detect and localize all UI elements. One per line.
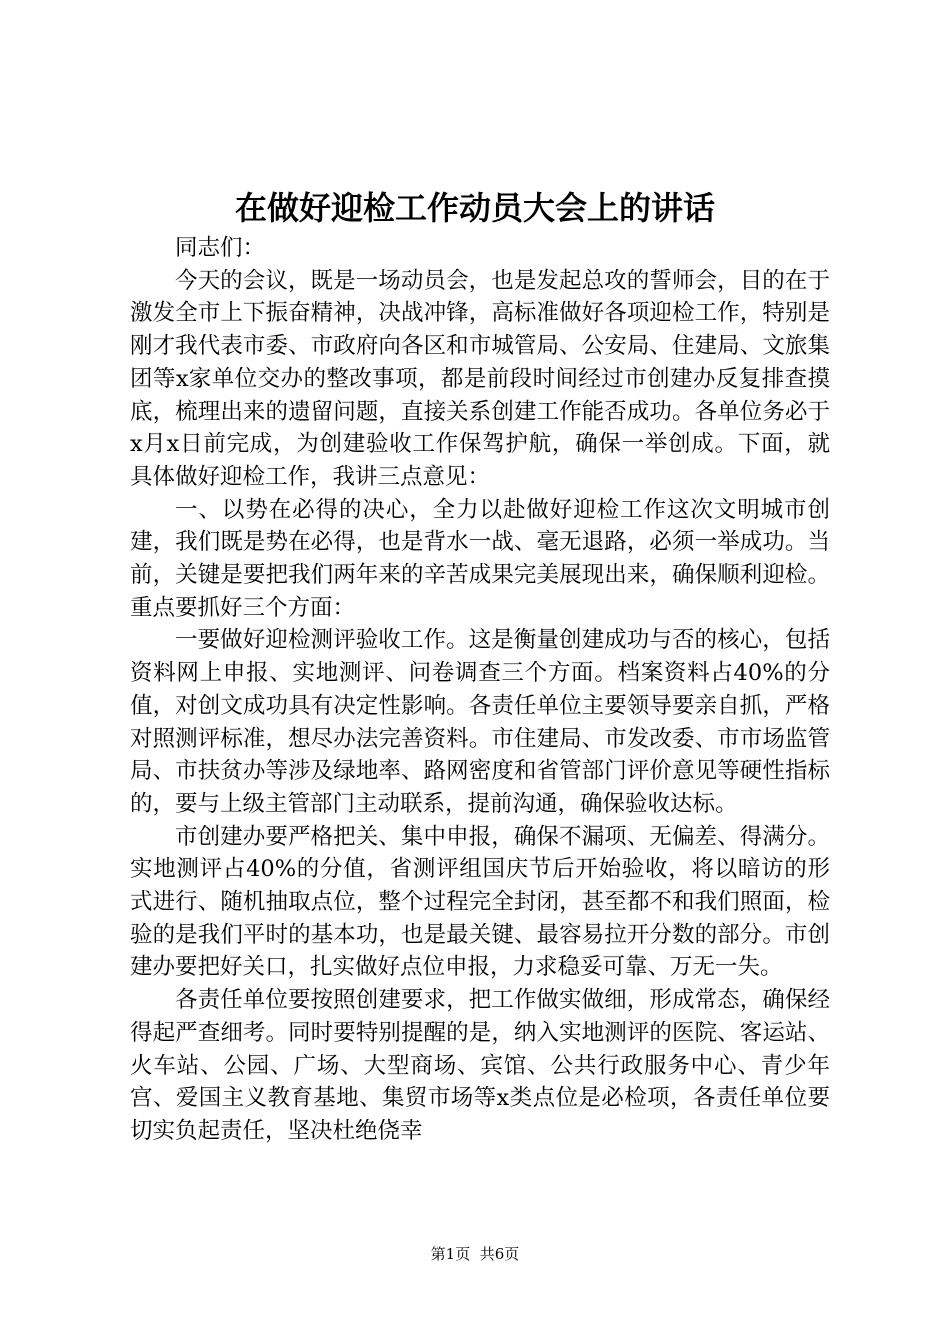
page-total: 共6页	[479, 1245, 520, 1263]
body-paragraph: 一、以势在必得的决心，全力以赴做好迎检工作这次文明城市创建，我们既是势在必得，也是背水一战、毫无退路，必须一举成功。当前，关键是要把我们两年来的辛苦成果完美展现出来，确保顺利迎检。重点要抓好三个方面：	[130, 496, 830, 621]
salutation-paragraph: 同志们：	[175, 235, 266, 261]
body-paragraph: 今天的会议，既是一场动员会，也是发起总攻的誓师会，目的在于激发全市上下振奋精神，决战冲锋，高标准做好各项迎检工作，特别是刚才我代表市委、市政府向各区和市城管局、公安局、住建局、文旅集团等x家单位交办的整改事项，都是前段时间经过市创建办反复排查摸底，梳理出来的遗留问题，直接关系创建工作能否成功。各单位务必于x月x日前完成，为创建验收工作保驾护航，确保一举创成。下面，就具体做好迎检工作，我讲三点意见：	[130, 267, 830, 490]
footer-separator	[470, 1245, 480, 1263]
body-paragraph: 一要做好迎检测评验收工作。这是衡量创建成功与否的核心，包括资料网上申报、实地测评、问卷调查三个方面。档案资料占40%的分值，对创文成功具有决定性影响。各责任单位主要领导要亲自抓，严格对照测评标准，想尽办法完善资料。市住建局、市发改委、市市场监管局、市扶贫办等涉及绿地率、路网密度和省管部门评价意见等硬性指标的，要与上级主管部门主动联系，提前沟通，确保验收达标。	[130, 627, 830, 817]
document-body	[130, 232, 830, 1148]
document-title: 在做好迎检工作动员大会上的讲话	[234, 189, 715, 227]
page-footer	[0, 1244, 950, 1264]
page-number: 第1页	[430, 1245, 471, 1263]
body-paragraph: 各责任单位要按照创建要求，把工作做实做细，形成常态，确保经得起严查细考。同时要特别提醒的是，纳入实地测评的医院、客运站、火车站、公园、广场、大型商场、宾馆、公共行政服务中心、青少年宫、爱国主义教育基地、集贸市场等x类点位是必检项，各责任单位要切实负起责任，坚决杜绝侥幸	[130, 987, 830, 1144]
body-paragraph: 市创建办要严格把关、集中申报，确保不漏项、无偏差、得满分。实地测评占40%的分值，省测评组国庆节后开始验收，将以暗访的形式进行、随机抽取点位，整个过程完全封闭，甚至都不和我们照面，检验的是我们平时的基本功，也是最关键、最容易拉开分数的部分。市创建办要把好关口，扎实做好点位申报，力求稳妥可靠、万无一失。	[130, 823, 830, 981]
